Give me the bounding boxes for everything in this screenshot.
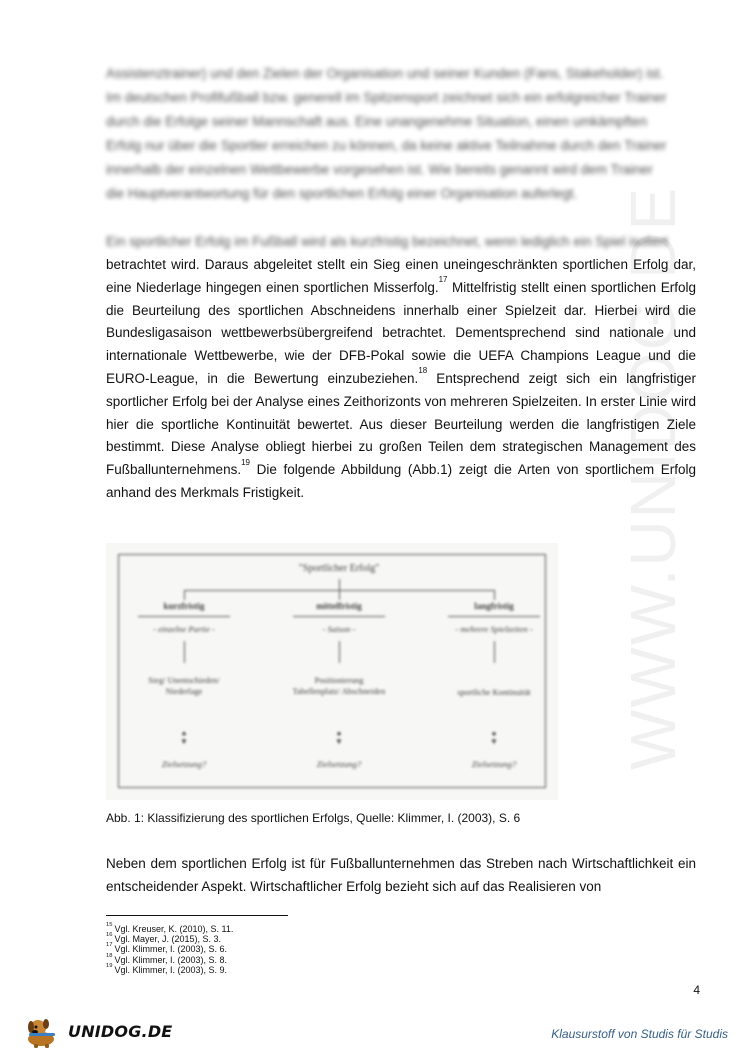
footnote-text: Vgl. Kreuser, K. (2010), S. 11.	[114, 924, 234, 934]
arrow-down-icon: ● ▼	[490, 729, 498, 746]
column-target: Zielsetzung?	[161, 759, 207, 769]
column-body: sportliche Kontinuität	[457, 688, 531, 697]
footnote-text: Vgl. Klimmer, I. (2003), S. 6.	[114, 944, 227, 955]
arrow-down-icon: ● ▼	[180, 729, 188, 746]
footnote-number: 17	[106, 942, 113, 949]
column-body: Sieg/ Unentschieden/ Niederlage	[148, 676, 220, 696]
column-target: Zielsetzung?	[471, 759, 517, 769]
footnote-item	[106, 952, 406, 965]
arrow-down-icon: ● ▼	[335, 729, 343, 746]
body-paragraph	[106, 254, 696, 505]
column-sublabel: - mehrere Spielzeiten -	[455, 624, 533, 634]
column-label: kurzfristig	[163, 601, 205, 611]
footnote-text: Vgl. Mayer, J. (2015), S. 3.	[114, 934, 221, 945]
body-paragraph-2: Neben dem sportlichen Erfolg ist für Fußballunternehmen das Streben nach Wirtschaftlichkeit ein entscheidender Aspekt. Wirtschaftlicher Erfolg bezieht sich auf das Realisieren von	[106, 856, 696, 894]
column-body: Positionierung Tabellenplatz/ Abschneiden	[292, 676, 386, 696]
dog-icon	[24, 1015, 66, 1049]
blurred-line: Erfolg nur über die Sportler erreichen zu können, da keine aktive Teilnahme durch den Trainer	[106, 138, 667, 153]
figure-caption: Abb. 1: Klassifizierung des sportlichen Erfolgs, Quelle: Klimmer, I. (2003), S. 6	[106, 811, 521, 825]
blurred-line: durch die Erfolge seiner Mannschaft aus. Eine unangenehme Situation, einen umkämpften	[106, 114, 648, 129]
footnote-item	[106, 924, 406, 934]
column-target: Zielsetzung?	[316, 759, 362, 769]
figure-title: "Sportlicher Erfolg"	[298, 563, 380, 574]
column-underline	[138, 616, 230, 617]
column-label: langfristig	[474, 601, 514, 611]
connector-line	[339, 590, 340, 600]
connector-line	[339, 641, 340, 663]
footnote-separator	[106, 915, 288, 916]
body-text: Mittelfristig stellt einen sportlichen Erfolg die Beurteilung des sportlichen Abschneidens innerhalb einer Spielzeit dar. Hierbei wird die Bundesligasaison wettbewerbsübergreifend betrachtet. Dementsprechend sind nationale und internationale Wettbewerbe, wie der DFB-Pokal sowie die UEFA Champions League und die EURO-League, in die Bewertung einzubeziehen.	[106, 279, 696, 386]
blurred-line: Assistenztrainer) und den Zielen der Organisation und seiner Kunden (Fans, Stakeholder) ist.	[106, 66, 664, 81]
footnote-ref: 17	[438, 275, 448, 285]
page-number: 4	[693, 983, 700, 997]
footer-tagline: Klausurstoff von Studis für Studis	[551, 1027, 728, 1041]
blurred-intro-paragraph	[106, 62, 696, 206]
footnote-ref: 18	[418, 366, 428, 376]
connector-line	[494, 641, 495, 663]
body-text: betrachtet wird. Daraus abgeleitet stellt ein Sieg einen uneingeschränkten sportlichen Erfolg dar, eine Niederlage hingegen einen sportlichen Misserfolg.	[106, 257, 696, 295]
connector-line	[184, 590, 185, 600]
footnote-number: 16	[106, 932, 113, 939]
blurred-line: die Hauptverantwortung für den sportlichen Erfolg einer Organisation auferlegt.	[106, 186, 578, 201]
watermark-text: WWW.UNIDOG.DE	[617, 185, 689, 770]
footnote-text: Vgl. Klimmer, I. (2003), S. 9.	[114, 964, 227, 975]
connector-line	[339, 579, 340, 590]
footnote-item	[106, 934, 406, 944]
footnote-item	[106, 944, 406, 954]
column-sublabel: - einzelne Partie -	[153, 624, 215, 634]
column-underline	[448, 616, 540, 617]
column-underline	[293, 616, 385, 617]
footnote-number: 18	[106, 952, 113, 959]
footnote-number: 19	[106, 962, 113, 969]
blurred-line: innerhalb der einzelnen Wettbewerbe vorgesehen ist. Wie bereits genannt wird dem Trainer	[106, 162, 653, 177]
unidog-logo[interactable]	[24, 1015, 173, 1049]
footnote-text: Vgl. Klimmer, I. (2003), S. 8.	[114, 954, 227, 965]
column-label: mittelfristig	[316, 601, 362, 611]
figure-frame	[118, 554, 546, 788]
connector-line	[494, 590, 495, 600]
blurred-paragraph-start	[106, 230, 696, 254]
logo-text: UNIDOG.DE	[68, 1022, 173, 1041]
column-sublabel: - Saison -	[322, 624, 356, 634]
body-text: Entsprechend zeigt sich ein langfristiger sportlicher Erfolg bei der Analyse eines Zeithorizonts von mehreren Spielzeiten. In erster Linie wird hier die sportliche Kontinuität bewertet. Aus dieser Beurteilung werden die langfristigen Ziele bestimmt. Diese Analyse obliegt hierbei zu großen Teilen dem strategischen Management des Fußballunternehmens.	[106, 370, 696, 478]
footnote-number: 15	[106, 922, 113, 928]
body-text: Die folgende Abbildung (Abb.1) zeigt die Arten von sportlichem Erfolg anhand des Merkmals Fristigkeit.	[106, 462, 696, 500]
footnotes	[106, 924, 406, 975]
connector-line	[184, 641, 185, 663]
footnote-item	[106, 962, 406, 975]
blurred-line: Im deutschen Profifußball bzw. generell im Spitzensport zeichnet sich ein erfolgreicher Trainer	[106, 90, 667, 105]
figure-sports-success	[106, 543, 558, 800]
blurred-line: Ein sportlicher Erfolg im Fußball wird als kurzfristig bezeichnet, wenn lediglich ein Spiel isoliert	[106, 234, 668, 249]
footnote-ref: 19	[241, 457, 250, 467]
